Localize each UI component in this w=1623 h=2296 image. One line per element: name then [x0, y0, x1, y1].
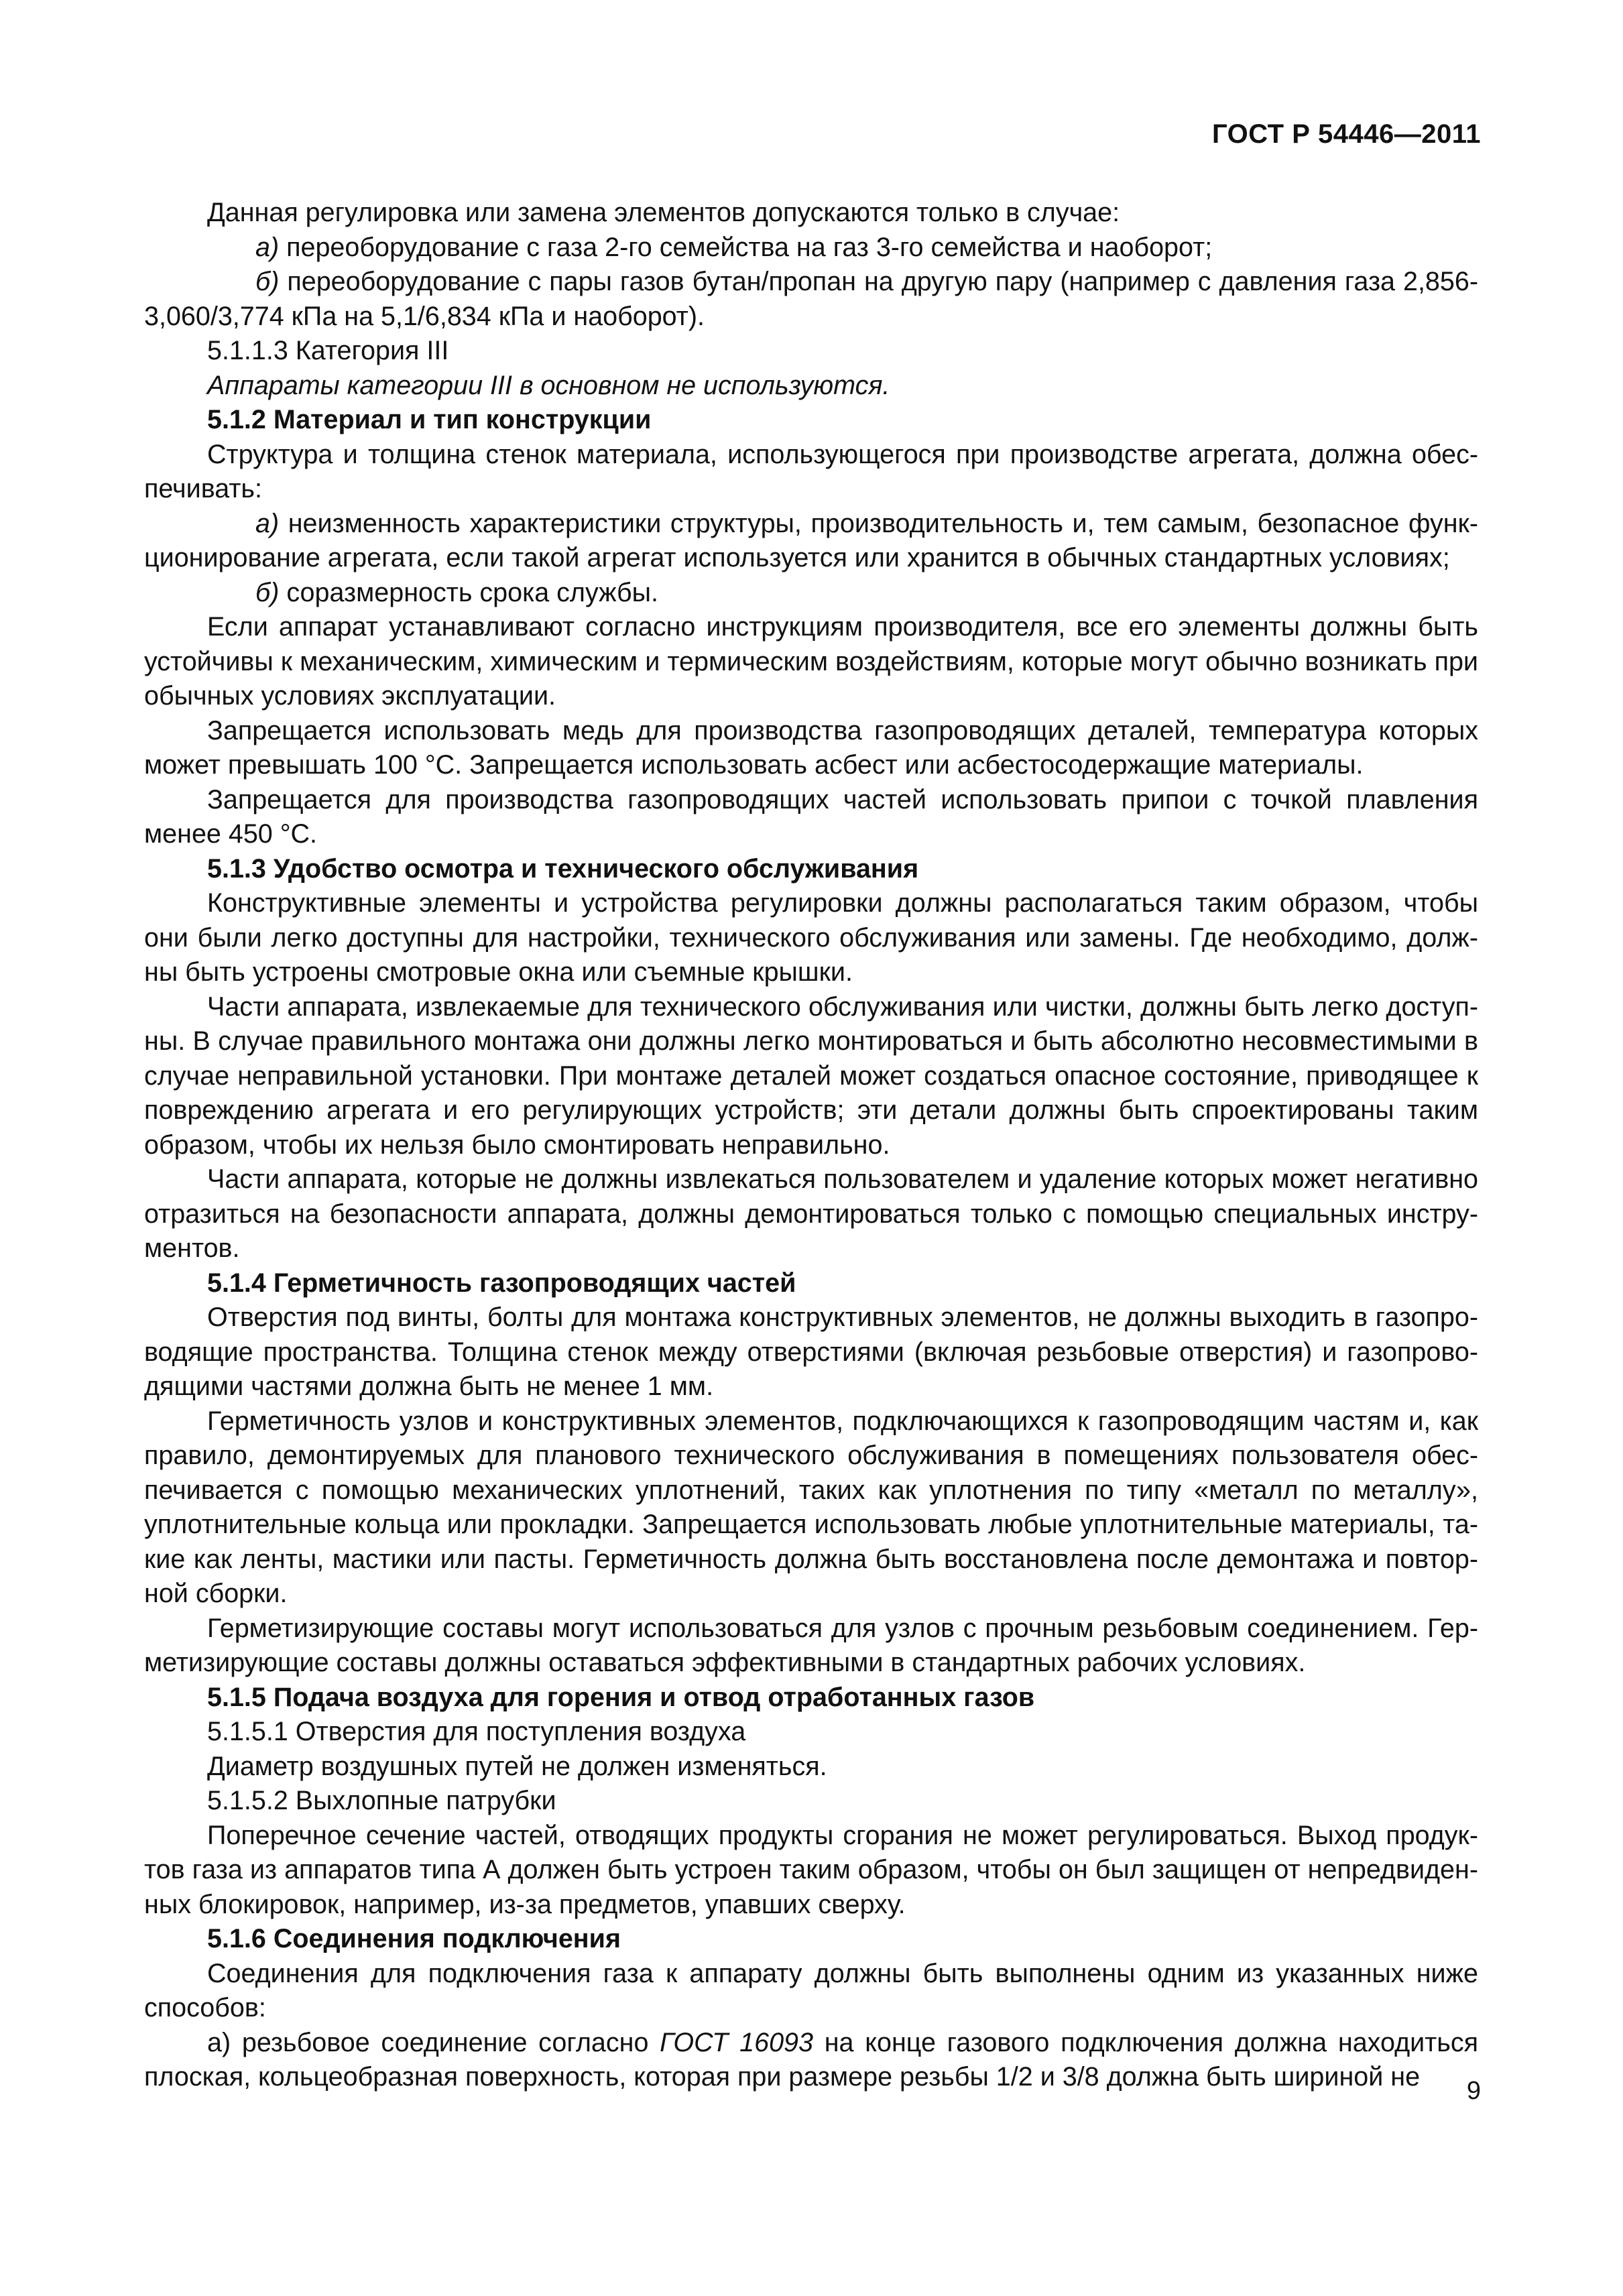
- paragraph: Герметизирующие составы могут использоваться для узлов с прочным резьбовым соединением. Герметизирующие составы должны оставаться эффективными в стандартных рабочих условиях.: [144, 1613, 1478, 1677]
- paragraph: Структура и толщина стенок материала, использующегося при производстве агрегата, должна обеспечивать:: [144, 439, 1478, 503]
- standard-reference-link: ГОСТ 16093: [660, 2027, 813, 2057]
- paragraph: Поперечное сечение частей, отводящих продукты сгорания не может регулироваться. Выход продуктов газа из аппаратов типа А должен быть устроен таким образом, чтобы он был защищен от непредвиденных блокировок, например, из-за предметов, упавших сверху.: [144, 1820, 1478, 1919]
- section-heading-5-1-6: 5.1.6 Соединения подключения: [207, 1924, 621, 1953]
- list-item-b: [144, 265, 1478, 334]
- document-header: [1212, 119, 1481, 149]
- paragraph: Данная регулировка или замена элементов допускаются только в случае:: [207, 198, 1120, 227]
- list-marker: а): [255, 508, 280, 538]
- section-heading-5-1-5: 5.1.5 Подача воздуха для горения и отвод отработанных газов: [207, 1682, 1035, 1712]
- paragraph-with-reference: [144, 2026, 1478, 2095]
- document-body: [144, 196, 1478, 2095]
- list-item-a: [144, 231, 1478, 265]
- paragraph: Соединения для подключения газа к аппарату должны быть выполнены одним из указанных ниже способов:: [144, 1958, 1478, 2022]
- page-footer: [1467, 2077, 1481, 2106]
- list-marker: а): [255, 232, 280, 262]
- paragraph-text: на конце газового подключения должна находиться плоская, кольцеобразная поверхность, которая при размере резьбы 1/2 и 3/8 должна быть шириной не: [144, 2027, 1478, 2092]
- section-heading-5-1-4: 5.1.4 Герметичность газопроводящих частей: [207, 1268, 796, 1298]
- paragraph-italic: Аппараты категории III в основном не используются.: [207, 370, 890, 400]
- section-heading-5-1-3: 5.1.3 Удобство осмотра и технического обслуживания: [207, 853, 919, 884]
- paragraph-text: а) резьбовое соединение согласно: [207, 2027, 660, 2057]
- list-item-text: переоборудование с газа 2-го семейства на газ 3-го семейства и наоборот;: [279, 232, 1213, 262]
- paragraph: Диаметр воздушных путей не должен изменяться.: [207, 1751, 827, 1781]
- subsection-title-5-1-5-1: 5.1.5.1 Отверстия для поступления воздуха: [207, 1717, 746, 1746]
- paragraph: Части аппарата, которые не должны извлекаться пользователем и удаление которых может негативно отразиться на безопасности аппарата, должны демонтироваться только с помощью специальных инструментов.: [144, 1164, 1478, 1263]
- section-heading-5-1-2: 5.1.2 Материал и тип конструкции: [207, 405, 652, 434]
- paragraph: Запрещается для производства газопроводящих частей использовать припои с точкой плавления менее 450 °С.: [144, 784, 1478, 849]
- paragraph: Конструктивные элементы и устройства регулировки должны располагаться таким образом, чтобы они были легко доступны для настройки, технического обслуживания или замены. Где необходимо, должны быть устроены смотровые окна или съемные крышки.: [144, 888, 1478, 987]
- standard-number: ГОСТ Р 54446—2011: [1212, 119, 1481, 149]
- subsection-title-5-1-1-3: 5.1.1.3 Категория III: [207, 336, 449, 365]
- paragraph: Запрещается использовать медь для производства газопроводящих деталей, температура которых может превышать 100 °С. Запрещается использовать асбест или асбестосодержащие материалы.: [144, 715, 1478, 780]
- list-item-a: [144, 507, 1478, 576]
- paragraph: Герметичность узлов и конструктивных элементов, подключающихся к газопроводящим частям и, как правило, демонтируемых для планового технического обслуживания в помещениях пользователя обеспечивается с помощью механических уплотнений, таких как уплотнения по типу «металл по металлу», уплотнительные кольца или прокладки. Запрещается использовать любые уплотнительные материалы, такие как ленты, мастики или пасты. Герметичность должна быть восстановлена после демонтажа и повторной сборки.: [144, 1406, 1478, 1608]
- list-marker: б): [255, 577, 280, 607]
- paragraph: Отверстия под винты, болты для монтажа конструктивных элементов, не должны выходить в газопроводящие пространства. Толщина стенок между отверстиями (включая резьбовые отверстия) и газопроводящими частями должна быть не менее 1 мм.: [144, 1303, 1478, 1401]
- list-item-text: неизменность характеристики структуры, производительность и, тем самым, безопасное функционирование агрегата, если такой агрегат используется или хранится в обычных стандартных условиях;: [144, 508, 1478, 572]
- page-number: 9: [1466, 2077, 1481, 2105]
- paragraph: Если аппарат устанавливают согласно инструкциям производителя, все его элементы должны быть устойчивы к механическим, химическим и термическим воздействиям, которые могут обычно возникать при обычных условиях эксплуатации.: [144, 612, 1478, 711]
- list-item-text: соразмерность срока службы.: [279, 577, 659, 607]
- list-item-b: [144, 576, 1478, 611]
- paragraph: Части аппарата, извлекаемые для технического обслуживания или чистки, должны быть легко доступны. В случае правильного монтажа они должны легко монтироваться и быть абсолютно несовместимыми в случае неправильной установки. При монтаже деталей может создаться опасное состояние, приводящее к повреждению агрегата и его регулирующих устройств; эти детали должны быть спроектированы таким образом, чтобы их нельзя было смонтировать неправильно.: [144, 991, 1478, 1160]
- list-item-text: переоборудование с пары газов бутан/пропан на другую пару (например с давления газа 2,856-3,060/3,774 кПа на 5,1/6,834 кПа и наоборот).: [144, 267, 1478, 331]
- subsection-title-5-1-5-2: 5.1.5.2 Выхлопные патрубки: [207, 1786, 556, 1815]
- list-marker: б): [255, 267, 280, 296]
